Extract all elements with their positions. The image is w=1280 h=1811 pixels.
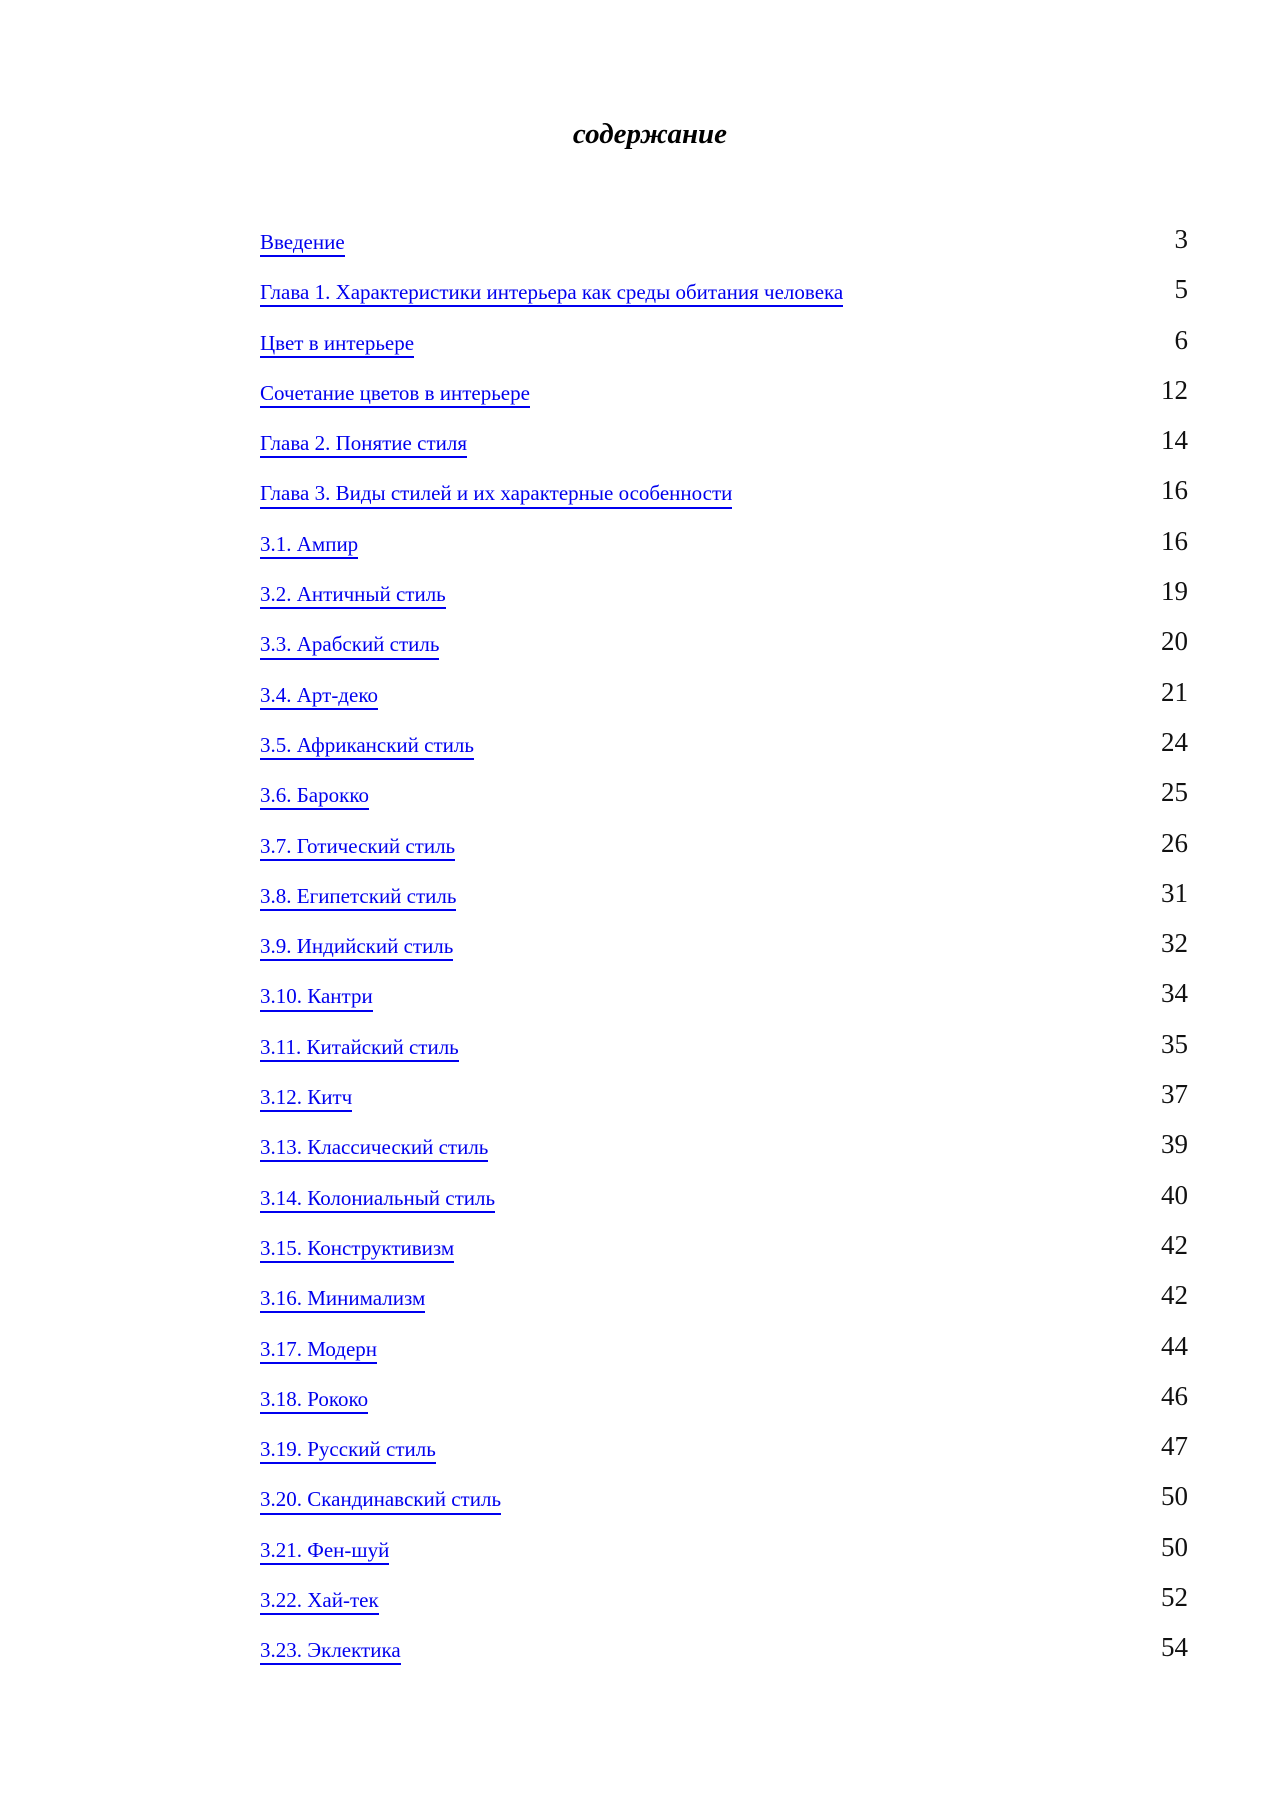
toc-entry-link[interactable]: Цвет в интерьере bbox=[260, 331, 414, 358]
toc-page-number: 42 bbox=[1161, 1229, 1188, 1260]
toc-entry-link[interactable]: 3.10. Кантри bbox=[260, 984, 373, 1011]
toc-page-number: 37 bbox=[1161, 1079, 1188, 1110]
toc-entry-link[interactable]: 3.17. Модерн bbox=[260, 1337, 377, 1364]
toc-entry-link[interactable]: 3.21. Фен-шуй bbox=[260, 1538, 389, 1565]
toc-entry-link[interactable]: Глава 2. Понятие стиля bbox=[260, 431, 467, 458]
toc-entry bbox=[260, 1528, 1188, 1578]
toc-entry bbox=[260, 622, 1188, 672]
toc-entry-link[interactable]: 3.9. Индийский стиль bbox=[260, 934, 453, 961]
toc-entry bbox=[260, 1427, 1188, 1477]
toc-page-number: 16 bbox=[1161, 525, 1188, 556]
toc-entry-link[interactable]: Введение bbox=[260, 230, 345, 257]
toc-page-number: 19 bbox=[1161, 576, 1188, 607]
toc-entry-link[interactable]: 3.12. Китч bbox=[260, 1085, 352, 1112]
toc-page-number: 24 bbox=[1161, 726, 1188, 757]
toc-entry bbox=[260, 421, 1188, 471]
toc-page-number: 21 bbox=[1161, 676, 1188, 707]
toc-entry-link[interactable]: Глава 3. Виды стилей и их характерные особенности bbox=[260, 481, 732, 508]
toc-entry bbox=[260, 1176, 1188, 1226]
toc-entry bbox=[260, 1025, 1188, 1075]
toc-entry-link[interactable]: 3.7. Готический стиль bbox=[260, 834, 455, 861]
toc-page-number: 32 bbox=[1161, 928, 1188, 959]
page-title: содержание bbox=[572, 118, 728, 150]
toc-entry-link[interactable]: 3.20. Скандинавский стиль bbox=[260, 1487, 501, 1514]
toc-entry-link[interactable]: 3.11. Китайский стиль bbox=[260, 1035, 459, 1062]
toc-page-number: 35 bbox=[1161, 1028, 1188, 1059]
toc-page-number: 5 bbox=[1174, 274, 1188, 305]
toc-page-number: 6 bbox=[1174, 324, 1188, 355]
toc-page-number: 14 bbox=[1161, 425, 1188, 456]
toc-entry bbox=[260, 1477, 1188, 1527]
toc-entry-link[interactable]: 3.5. Африканский стиль bbox=[260, 733, 474, 760]
toc-entry bbox=[260, 321, 1188, 371]
toc-entry bbox=[260, 1125, 1188, 1175]
toc-entry-link[interactable]: Сочетание цветов в интерьере bbox=[260, 381, 530, 408]
toc-entry bbox=[260, 1628, 1188, 1678]
toc-entry bbox=[260, 874, 1188, 924]
toc-entry bbox=[260, 1377, 1188, 1427]
toc-entry bbox=[260, 371, 1188, 421]
toc-page-number: 52 bbox=[1161, 1582, 1188, 1613]
toc-page-number: 42 bbox=[1161, 1280, 1188, 1311]
toc-page-number: 12 bbox=[1161, 374, 1188, 405]
toc-entry-link[interactable]: 3.19. Русский стиль bbox=[260, 1437, 436, 1464]
toc-entry bbox=[260, 1226, 1188, 1276]
toc-page-number: 47 bbox=[1161, 1431, 1188, 1462]
toc-page-number: 25 bbox=[1161, 777, 1188, 808]
toc-entry-link[interactable]: 3.15. Конструктивизм bbox=[260, 1236, 454, 1263]
toc-entry bbox=[260, 572, 1188, 622]
toc-entry-link[interactable]: 3.8. Египетский стиль bbox=[260, 884, 456, 911]
toc-entry-link[interactable]: 3.1. Ампир bbox=[260, 532, 358, 559]
toc-page-number: 39 bbox=[1161, 1129, 1188, 1160]
toc-entry-link[interactable]: 3.22. Хай-тек bbox=[260, 1588, 379, 1615]
toc-entry bbox=[260, 1075, 1188, 1125]
toc-entry bbox=[260, 220, 1188, 270]
toc-entry bbox=[260, 1327, 1188, 1377]
toc-entry bbox=[260, 270, 1188, 320]
toc-page-number: 40 bbox=[1161, 1179, 1188, 1210]
toc-entry-link[interactable]: 3.16. Минимализм bbox=[260, 1286, 425, 1313]
toc-entry bbox=[260, 1276, 1188, 1326]
toc-page-number: 50 bbox=[1161, 1531, 1188, 1562]
toc-entry-link[interactable]: 3.3. Арабский стиль bbox=[260, 632, 439, 659]
toc-page-number: 54 bbox=[1161, 1632, 1188, 1663]
toc-entry bbox=[260, 924, 1188, 974]
toc-entry-link[interactable]: 3.14. Колониальный стиль bbox=[260, 1186, 495, 1213]
toc-entry bbox=[260, 974, 1188, 1024]
toc-entry-link[interactable]: 3.18. Рококо bbox=[260, 1387, 368, 1414]
toc-page-number: 34 bbox=[1161, 978, 1188, 1009]
table-of-contents bbox=[260, 220, 1188, 1679]
toc-entry-link[interactable]: 3.4. Арт-деко bbox=[260, 683, 378, 710]
toc-entry-link[interactable]: 3.6. Барокко bbox=[260, 783, 369, 810]
toc-page-number: 46 bbox=[1161, 1380, 1188, 1411]
toc-entry bbox=[260, 1578, 1188, 1628]
toc-page-number: 16 bbox=[1161, 475, 1188, 506]
toc-page-number: 50 bbox=[1161, 1481, 1188, 1512]
toc-page-number: 20 bbox=[1161, 626, 1188, 657]
toc-entry bbox=[260, 723, 1188, 773]
toc-page-number: 26 bbox=[1161, 827, 1188, 858]
toc-entry-link[interactable]: 3.13. Классический стиль bbox=[260, 1135, 488, 1162]
toc-entry bbox=[260, 824, 1188, 874]
toc-entry bbox=[260, 773, 1188, 823]
toc-entry bbox=[260, 471, 1188, 521]
toc-entry-link[interactable]: 3.23. Эклектика bbox=[260, 1638, 401, 1665]
toc-page-number: 3 bbox=[1174, 224, 1188, 254]
toc-entry bbox=[260, 522, 1188, 572]
toc-entry-link[interactable]: 3.2. Античный стиль bbox=[260, 582, 446, 609]
toc-entry bbox=[260, 673, 1188, 723]
toc-page-number: 31 bbox=[1161, 877, 1188, 908]
toc-page-number: 44 bbox=[1161, 1330, 1188, 1361]
toc-entry-link[interactable]: Глава 1. Характеристики интерьера как среды обитания человека bbox=[260, 280, 843, 307]
